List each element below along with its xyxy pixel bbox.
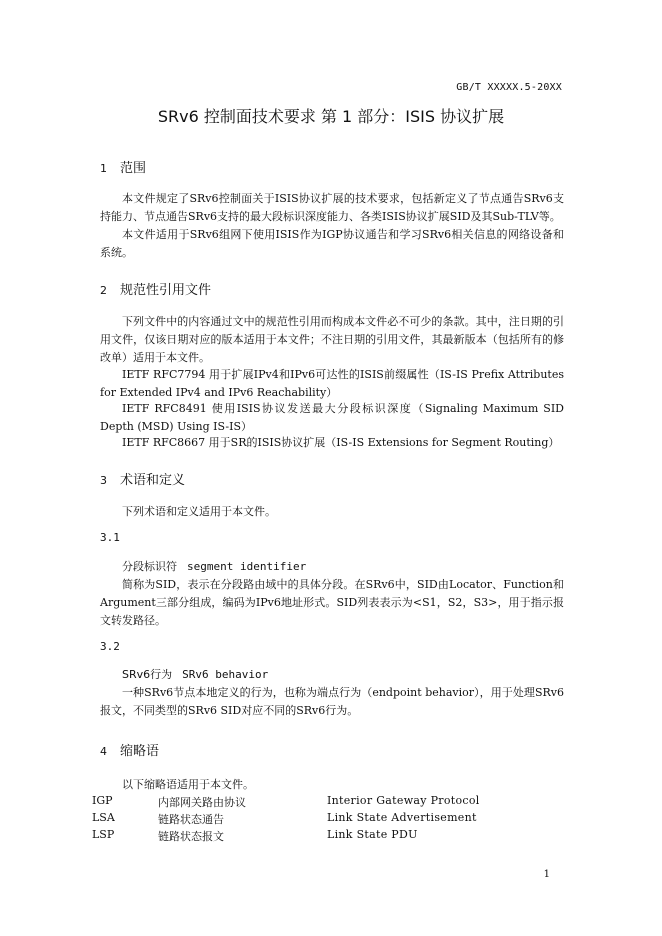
abbreviation-row: [92, 794, 512, 810]
scope-paragraph-2: 本文件适用于SRv6组网下使用ISIS作为IGP协议通告和学习SRv6相关信息的网络设备和系统。: [100, 228, 564, 259]
section-title: 缩略语: [119, 744, 159, 759]
reference-rfc7794: IETF RFC7794 用于扩展IPv4和IPv6可达性的ISIS前缀属性（IS-IS Prefix Attributes for Extended IPv4 and IPv6 Reachability）: [100, 368, 564, 399]
page-number: 1: [543, 869, 550, 880]
references-intro-paragraph: 下列文件中的内容通过文中的规范性引用而构成本文件必不可少的条款。其中，注日期的引用文件，仅该日期对应的版本适用于本文件；不注日期的引用文件，其最新版本（包括所有的修改单）适用于本文件。: [100, 315, 564, 364]
abbreviation-english: Interior Gateway Protocol: [327, 794, 480, 807]
abbreviation: IGP: [92, 794, 113, 807]
abbreviation-english: Link State Advertisement: [327, 811, 477, 824]
term-chinese: 分段标识符: [122, 560, 177, 573]
standard-number: GB/T XXXXX.5-20XX: [456, 82, 562, 93]
abbreviation-chinese: 链路状态报文: [158, 830, 224, 843]
section-number: 4: [100, 745, 107, 758]
abbreviation-english: Link State PDU: [327, 828, 418, 841]
section-title: 术语和定义: [119, 473, 185, 488]
section-number: 1: [100, 162, 107, 175]
section-number: 2: [100, 284, 107, 297]
abbreviation-row: [92, 828, 512, 844]
term-english: SRv6 behavior: [182, 668, 269, 681]
term-english: segment identifier: [187, 560, 307, 573]
abbreviation: LSP: [92, 828, 115, 841]
section-heading-scope: [100, 157, 146, 176]
reference-rfc8667: IETF RFC8667 用于SR的ISIS协议扩展（IS-IS Extensions for Segment Routing）: [122, 436, 560, 449]
abbreviations-intro: 以下缩略语适用于本文件。: [122, 778, 254, 791]
reference-rfc8491: IETF RFC8491 使用ISIS协议发送最大分段标识深度（Signaling Maximum SID Depth (MSD) Using IS-IS）: [100, 402, 564, 433]
terms-intro-paragraph: 下列术语和定义适用于本文件。: [122, 505, 276, 518]
term-heading: [122, 558, 306, 574]
scope-paragraph-1: 本文件规定了SRv6控制面关于ISIS协议扩展的技术要求，包括新定义了节点通告SRv6支持能力、节点通告SRv6支持的最大段标识深度能力、各类ISIS协议扩展SID及其Sub-TLV等。: [100, 192, 564, 223]
section-heading-abbreviations: [100, 740, 159, 759]
abbreviation-row: [92, 811, 512, 827]
abbreviation-chinese: 内部网关路由协议: [158, 796, 246, 809]
section-title: 范围: [119, 161, 146, 176]
term-number: 3.2: [100, 640, 120, 653]
section-title: 规范性引用文件: [119, 283, 211, 298]
abbreviation: LSA: [92, 811, 115, 824]
abbreviation-chinese: 链路状态通告: [158, 813, 224, 826]
term-chinese: SRv6行为: [122, 668, 173, 681]
term-number: 3.1: [100, 531, 120, 544]
term-definition: 一种SRv6节点本地定义的行为，也称为端点行为（endpoint behavior），用于处理SRv6报文，不同类型的SRv6 SID对应不同的SRv6行为。: [100, 686, 564, 717]
term-heading: [122, 666, 268, 682]
section-heading-normative-references: [100, 279, 211, 298]
document-title: SRv6 控制面技术要求 第 1 部分：ISIS 协议扩展: [157, 107, 505, 126]
term-definition: 简称为SID，表示在分段路由域中的具体分段。在SRv6中，SID由Locator、Function和Argument三部分组成，编码为IPv6地址形式。SID列表表示为<S1，S2，S3>，用于指示报文转发路径。: [100, 578, 564, 627]
section-number: 3: [100, 474, 107, 487]
section-heading-terms: [100, 469, 185, 488]
